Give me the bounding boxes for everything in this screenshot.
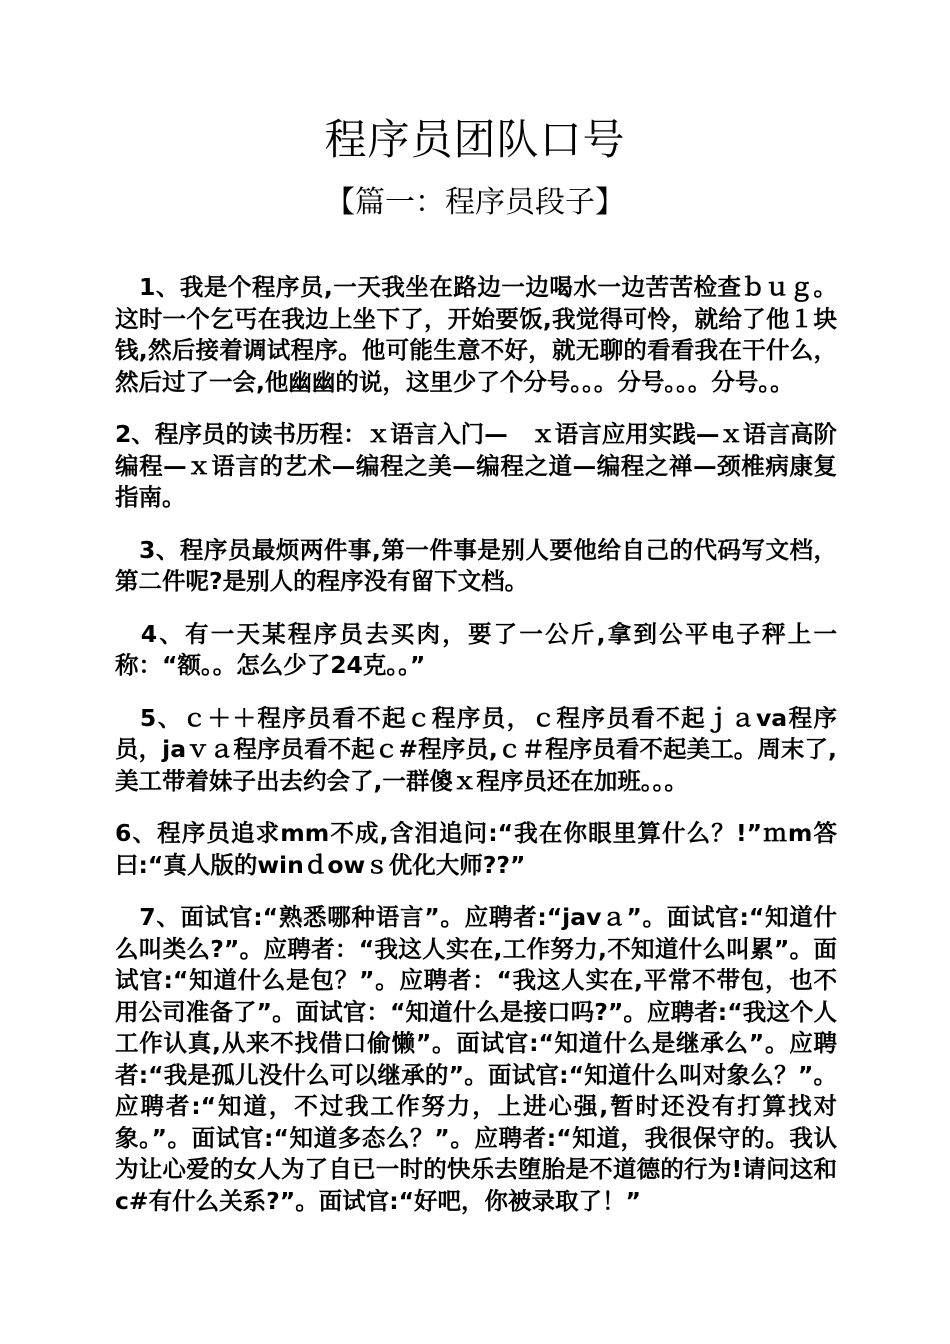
paragraph-1: 1、我是个程序员,一天我坐在路边一边喝水一边苦苦检查ｂｕｇ。这时一个乞丐在我边上坐下了，开始要饭,我觉得可怜，就给了他１块钱,然后接着调试程序。他可能生意不好，就无聊的看看我在干什么，然后过了一会,他幽幽的说，这里少了个分号。。。分号。。。分号。。	[115, 273, 837, 396]
paragraph-6: 6、程序员追求mm不成,含泪追问:“我在你眼里算什么？!”ｍm答曰:“真人版的winｄowｓ优化大师??”	[115, 819, 837, 879]
paragraph-2: 2、程序员的读书历程：ｘ语言入门— ｘ语言应用实践—ｘ语言高阶编程—ｘ语言的艺术—编程之美—编程之道—编程之禅—颈椎病康复指南。	[115, 420, 837, 511]
paragraph-4: 4、有一天某程序员去买肉，要了一公斤,拿到公平电子秤上一称：“额。。怎么少了24克。。”	[115, 619, 837, 679]
document-title: 程序员团队口号	[324, 115, 626, 164]
document-subtitle: 【篇一：程序员段子】	[325, 185, 625, 220]
paragraph-5: 5、ｃ＋＋程序员看不起ｃ程序员，ｃ程序员看不起ｊａva程序员，jaｖａ程序员看不起ｃ#程序员,ｃ＃程序员看不起美工。周末了,美工带着妹子出去约会了,一群傻ｘ程序员还在加班。。。	[115, 703, 837, 795]
document-body	[115, 272, 837, 1217]
paragraph-7: 7、面试官:“熟悉哪种语言”。应聘者:“javａ”。面试官:“知道什么叫类么?”。应聘者：“我这人实在,工作努力,不知道什么叫累”。面试官:“知道什么是包？”。应聘者：“我这人实在,平常不带包，也不用公司准备了”。面试官：“知道什么是接口吗?”。应聘者:“我这个人工作认真,从来不找借口偷懒”。面试官:“知道什么是继承么”。应聘者:“我是孤儿没什么可以继承的”。面试官:“知道什么叫对象么？”。应聘者:“知道，不过我工作努力，上进心强,暂时还没有打算找对象。”。面试官:“知道多态么？”。应聘者:“知道，我很保守的。我认为让心爱的女人为了自已一时的快乐去堕胎是不道德的行为!请问这和c#有什么关系?”。面试官:“好吧，你被录取了！”	[115, 903, 837, 1215]
paragraph-3: 3、程序员最烦两件事,第一件事是别人要他给自己的代码写文档，第二件呢?是别人的程序没有留下文档。	[115, 535, 837, 595]
